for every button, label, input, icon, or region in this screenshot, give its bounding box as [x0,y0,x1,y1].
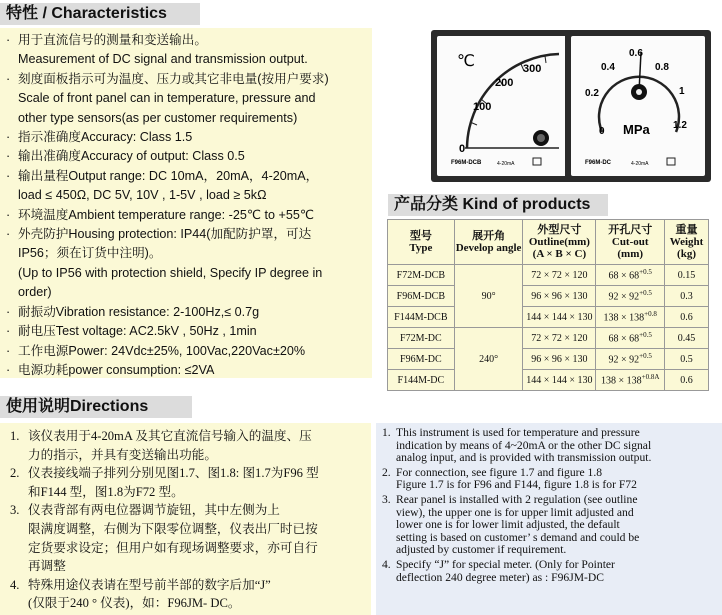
bullet-icon: · [6,149,11,164]
cell-type: F72M-DCB [388,265,455,286]
direction-text: 特殊用途仪表请在型号前半部的数字后加“J” (仅限于240 ° 仪表)，如：F96JM- DC。 [28,577,271,611]
bullet-icon: · [6,227,11,242]
kind-of-products-header: 产品分类 Kind of products [388,194,608,216]
table-row [388,286,709,307]
cell-cutout: $68 \times 68^{+0.5}$ [596,265,665,286]
pressure-gauge-image [565,30,711,182]
cell-weight: 0.6 [665,307,709,328]
products-table [387,219,709,391]
table-row [388,370,709,391]
temperature-gauge-image [431,30,577,182]
gauge-right-model: F96M-DC [585,160,612,166]
characteristic-item: · 输出准确度Accuracy of output: Class 0.5 [6,147,366,166]
cell-cutout: $92 \times 92^{+0.5}$ [596,349,665,370]
gauge-left-tick-0: 0 [459,143,466,155]
bullet-icon: · [6,130,11,145]
cell-weight: 0.15 [665,265,709,286]
gauge-left-tick-200: 200 [495,77,514,89]
direction-number: 3. [10,503,20,518]
header-cutout: 开孔尺寸 Cut-out (mm) [596,220,665,265]
direction-number: 4. [10,577,20,592]
bullet-icon: · [6,33,11,47]
cell-outline: 96 × 96 × 130 [523,349,596,370]
direction-item [382,427,718,465]
characteristic-item: · 工作电源Power: 24Vdc±25%, 100Vac,220Vac±20% [6,342,366,361]
cell-cutout: $92 \times 92^{+0.5}$ [596,286,665,307]
direction-text: For connection, see figure 1.7 and figure 1.8 Figure 1.7 is for F96 and F144, figure 1.8 is for F72 [396,465,637,492]
direction-item [382,559,718,584]
direction-item [6,576,367,613]
cell-cutout: $68 \times 68^{+0.5}$ [596,328,665,349]
directions-english-box [376,423,722,615]
header-type: 型号 Type [388,220,455,265]
header-weight: 重量 Weight (kg) [665,220,709,265]
characteristic-item-continued: IP56；须在订货中注明)。 [18,246,162,261]
table-row [388,328,709,349]
cell-cutout: $138 \times 138^{+0.8}$ [596,307,665,328]
cell-outline: 72 × 72 × 120 [523,328,596,349]
table-row [388,307,709,328]
direction-number: 3. [382,492,391,506]
direction-text: 仪表背部有两电位器调节旋钮，其中左侧为上 限满度调整，右侧为下限零位调整，仪表出厂时已按 定货要求设定；但用户如有现场调整要求，亦可自行 再调整 [28,503,318,574]
gauge-left-small: 4-20mA [497,161,515,167]
characteristic-item: · 输出量程Output range: DC 10mA，20mA，4-20mA， [6,167,366,186]
cell-weight: 0.3 [665,286,709,307]
gauge-right-small: 4-20mA [631,161,649,167]
characteristic-item: · 环境温度Ambient temperature range: -25℃ to +55℃ [6,206,366,225]
direction-item [6,501,367,575]
characteristic-item-continued: order) [18,285,52,300]
characteristic-item-continued: Scale of front panel can in temperature, pressure and [18,91,316,106]
gauge-right-tick-0-4: 0.4 [601,62,615,73]
direction-text: 该仪表用于4-20mA 及其它直流信号输入的温度、压 力的指示，并具有变送输出功能。 [28,429,312,462]
direction-item [382,467,718,492]
bullet-icon: · [6,362,11,377]
characteristic-item: · 指示准确度Accuracy: Class 1.5 [6,128,366,147]
cell-outline: 96 × 96 × 130 [523,286,596,307]
bullet-icon: · [6,324,11,339]
gauge-right-tick-0-2: 0.2 [585,88,599,99]
directions-chinese-box [0,423,371,615]
gauge-right-tick-1-2: 1.2 [673,120,687,131]
characteristic-item-continued: other type sensors(as per customer requirements) [18,110,298,125]
characteristic-item: · 刻度面板指示可为温度、压力或其它非电量(按用户要求) [6,70,366,89]
direction-item [6,427,367,464]
characteristics-box [0,28,372,378]
cell-angle: 240° [454,328,523,391]
direction-item [382,494,718,557]
gauge-right-tick-0-6: 0.6 [629,48,643,59]
cell-type: F144M-DCB [388,307,455,328]
gauge-left-model: F96M-DCB [451,160,482,166]
cell-weight: 0.5 [665,349,709,370]
cell-outline: 72 × 72 × 120 [523,265,596,286]
characteristic-item: · 外壳防护Housing protection: IP44(加配防护罩，可达 [6,225,366,244]
cell-type: F72M-DC [388,328,455,349]
bullet-icon: · [6,207,11,222]
table-row [388,349,709,370]
cell-angle: 90° [454,265,523,328]
cell-cutout: $138 \times 138^{+0.8A}$ [596,370,665,391]
direction-text: 仪表接线端子排列分别见图1.7、图1.8: 图1.7为F96 型 和F144 型，图1.8为F72 型。 [28,466,319,499]
characteristic-item-continued: load ≤ 450Ω, DC 5V, 10V , 1-5V , load ≥ 5kΩ [18,188,267,203]
bullet-icon: · [6,304,11,319]
characteristics-header: 特性 / Characteristics [0,3,200,25]
table-header-row [388,220,709,265]
directions-header: 使用说明Directions [0,396,192,418]
direction-item [6,464,367,501]
direction-text: Rear panel is installed with 2 regulation (see outline view), the upper one is for upper limit adjusted and lower one is for lower limit adjusted, the default setting is based on customer’ s demand and could be adjusted by customer if requirement. [396,492,640,557]
bullet-icon: · [6,343,11,358]
cell-type: F96M-DC [388,349,455,370]
cell-weight: 0.6 [665,370,709,391]
direction-text: This instrument is used for temperature and pressure indication by means of 4~20mA or the other DC signal analog input, and is provided with transmission output. [396,426,652,465]
gauge-right-tick-0-8: 0.8 [655,62,669,73]
direction-number: 2. [382,465,391,479]
bullet-icon: · [6,168,11,183]
characteristic-item-continued: (Up to IP56 with protection shield, Specify IP degree in [18,265,323,280]
characteristic-item: · 耐振动Vibration resistance: 2-100Hz,≤ 0.7g [6,303,366,322]
characteristic-item-continued: Measurement of DC signal and transmission output. [18,52,308,67]
gauge-left-unit: ℃ [457,51,475,70]
table-row [388,265,709,286]
cell-weight: 0.45 [665,328,709,349]
characteristic-item: · 耐电压Test voltage: AC2.5kV , 50Hz , 1min [6,322,366,341]
cell-type: F144M-DC [388,370,455,391]
direction-number: 1. [10,429,20,443]
header-outline: 外型尺寸 Outline(mm) (A × B × C) [523,220,596,265]
gauge-right-unit: MPa [623,122,650,137]
gauge-left-tick-100: 100 [473,101,492,113]
gauge-right-tick-0: 0 [599,126,605,137]
direction-text: Specify “J” for special meter. (Only for Pointer deflection 240 degree meter) as : F96JM-DC [396,557,615,584]
direction-number: 4. [382,557,391,571]
direction-number: 1. [382,426,391,439]
direction-number: 2. [10,466,20,481]
cell-type: F96M-DCB [388,286,455,307]
gauge-right-tick-1: 1 [679,86,685,97]
cell-outline: 144 × 144 × 130 [523,370,596,391]
gauge-left-tick-300: 300 [523,63,542,75]
header-develop-angle: 展开角 Develop angle [454,220,523,265]
characteristic-item: · 电源功耗power consumption: ≤2VA [6,361,366,380]
bullet-icon: · [6,71,11,86]
characteristic-item: · 用于直流信号的测量和变送输出。 [6,31,366,50]
cell-outline: 144 × 144 × 130 [523,307,596,328]
